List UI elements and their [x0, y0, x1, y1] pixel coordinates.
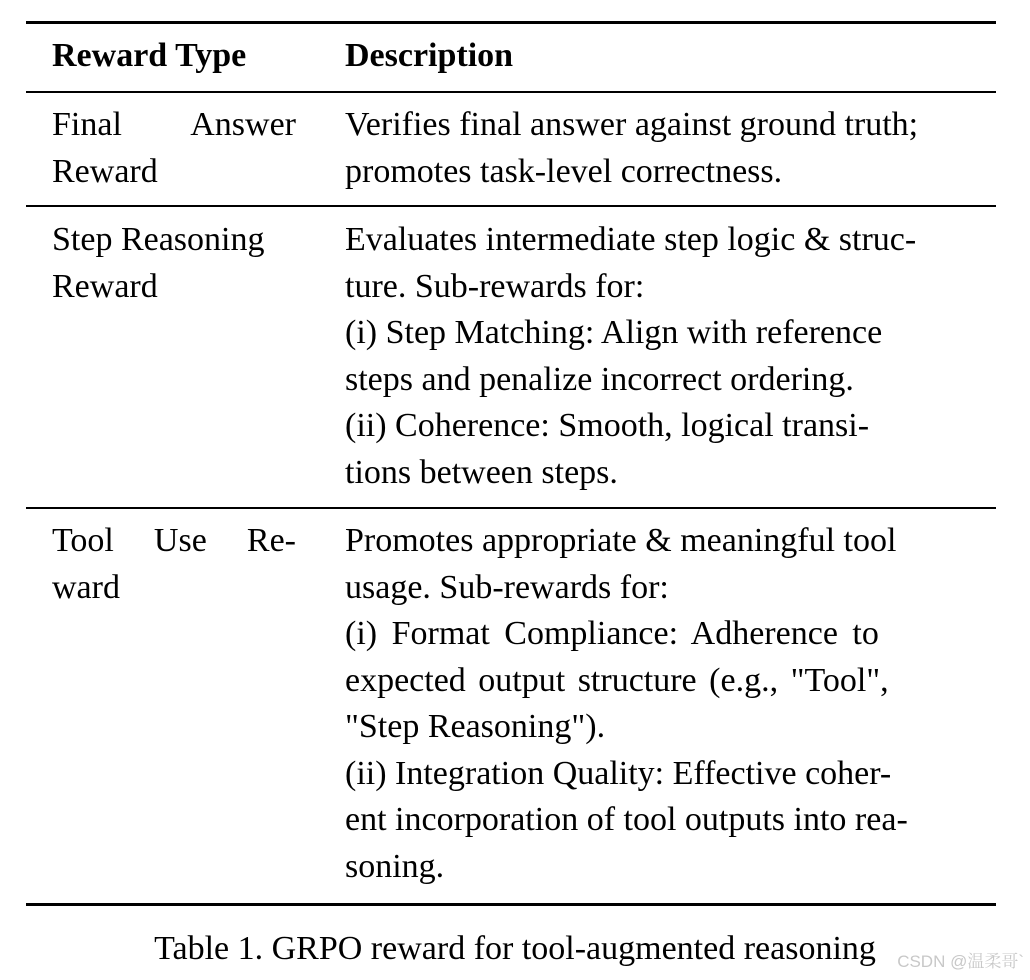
table-row-3-description [345, 518, 975, 890]
word: Final [52, 106, 122, 143]
desc-line: Verifies final answer against ground truth; [345, 106, 919, 143]
row-divider [26, 205, 996, 207]
desc-line: (ii) Integration Quality: Effective coher- [345, 754, 892, 792]
bottom-rule [26, 903, 996, 906]
desc-line: (i) Format Compliance: Adherence to [345, 615, 879, 652]
type-line: ward [52, 568, 120, 606]
table-row-1-description [345, 102, 975, 195]
word: Use [153, 522, 207, 559]
header-description: Description [345, 37, 514, 74]
top-rule [26, 21, 996, 24]
type-line [52, 518, 296, 565]
desc-line: soning. [345, 847, 445, 885]
header-rule [26, 91, 996, 93]
desc-line [345, 403, 975, 450]
desc-line: steps and penalize incorrect ordering. [345, 360, 854, 398]
desc-line: tions between steps. [345, 453, 618, 491]
table-row-3-type [52, 518, 296, 611]
word: Answer [190, 106, 296, 143]
row-divider [26, 507, 996, 509]
desc-line: ture. Sub-rewards for: [345, 267, 645, 305]
desc-line [345, 217, 975, 264]
word: Re- [246, 522, 296, 559]
type-line: Reward [52, 267, 158, 305]
desc-line: usage. Sub-rewards for: [345, 568, 669, 606]
desc-line: expected output structure (e.g., "Tool", [345, 661, 889, 699]
type-line: Reward [52, 152, 158, 190]
desc-line: promotes task-level correctness. [345, 152, 783, 190]
table-caption: Table 1. GRPO reward for tool-augmented reasoning [154, 930, 876, 967]
table-row-1-type [52, 102, 296, 195]
table-row-2-description [345, 217, 975, 496]
type-line: Step Reasoning [52, 221, 265, 258]
header-reward-type: Reward Type [52, 37, 247, 74]
desc-line: ent incorporation of tool outputs into rea- [345, 801, 908, 838]
desc-text: Evaluates intermediate step logic & struc- [345, 221, 917, 258]
desc-line: (i) Step Matching: Align with reference [345, 314, 883, 351]
word: Tool [52, 522, 114, 559]
table-row-2-type [52, 217, 296, 310]
watermark: CSDN @温柔哥` [897, 952, 1024, 971]
desc-text: (ii) Coherence: Smooth, logical transi- [345, 407, 870, 444]
desc-line: Promotes appropriate & meaningful tool [345, 522, 897, 559]
type-line [52, 102, 296, 149]
desc-line: "Step Reasoning"). [345, 708, 606, 745]
